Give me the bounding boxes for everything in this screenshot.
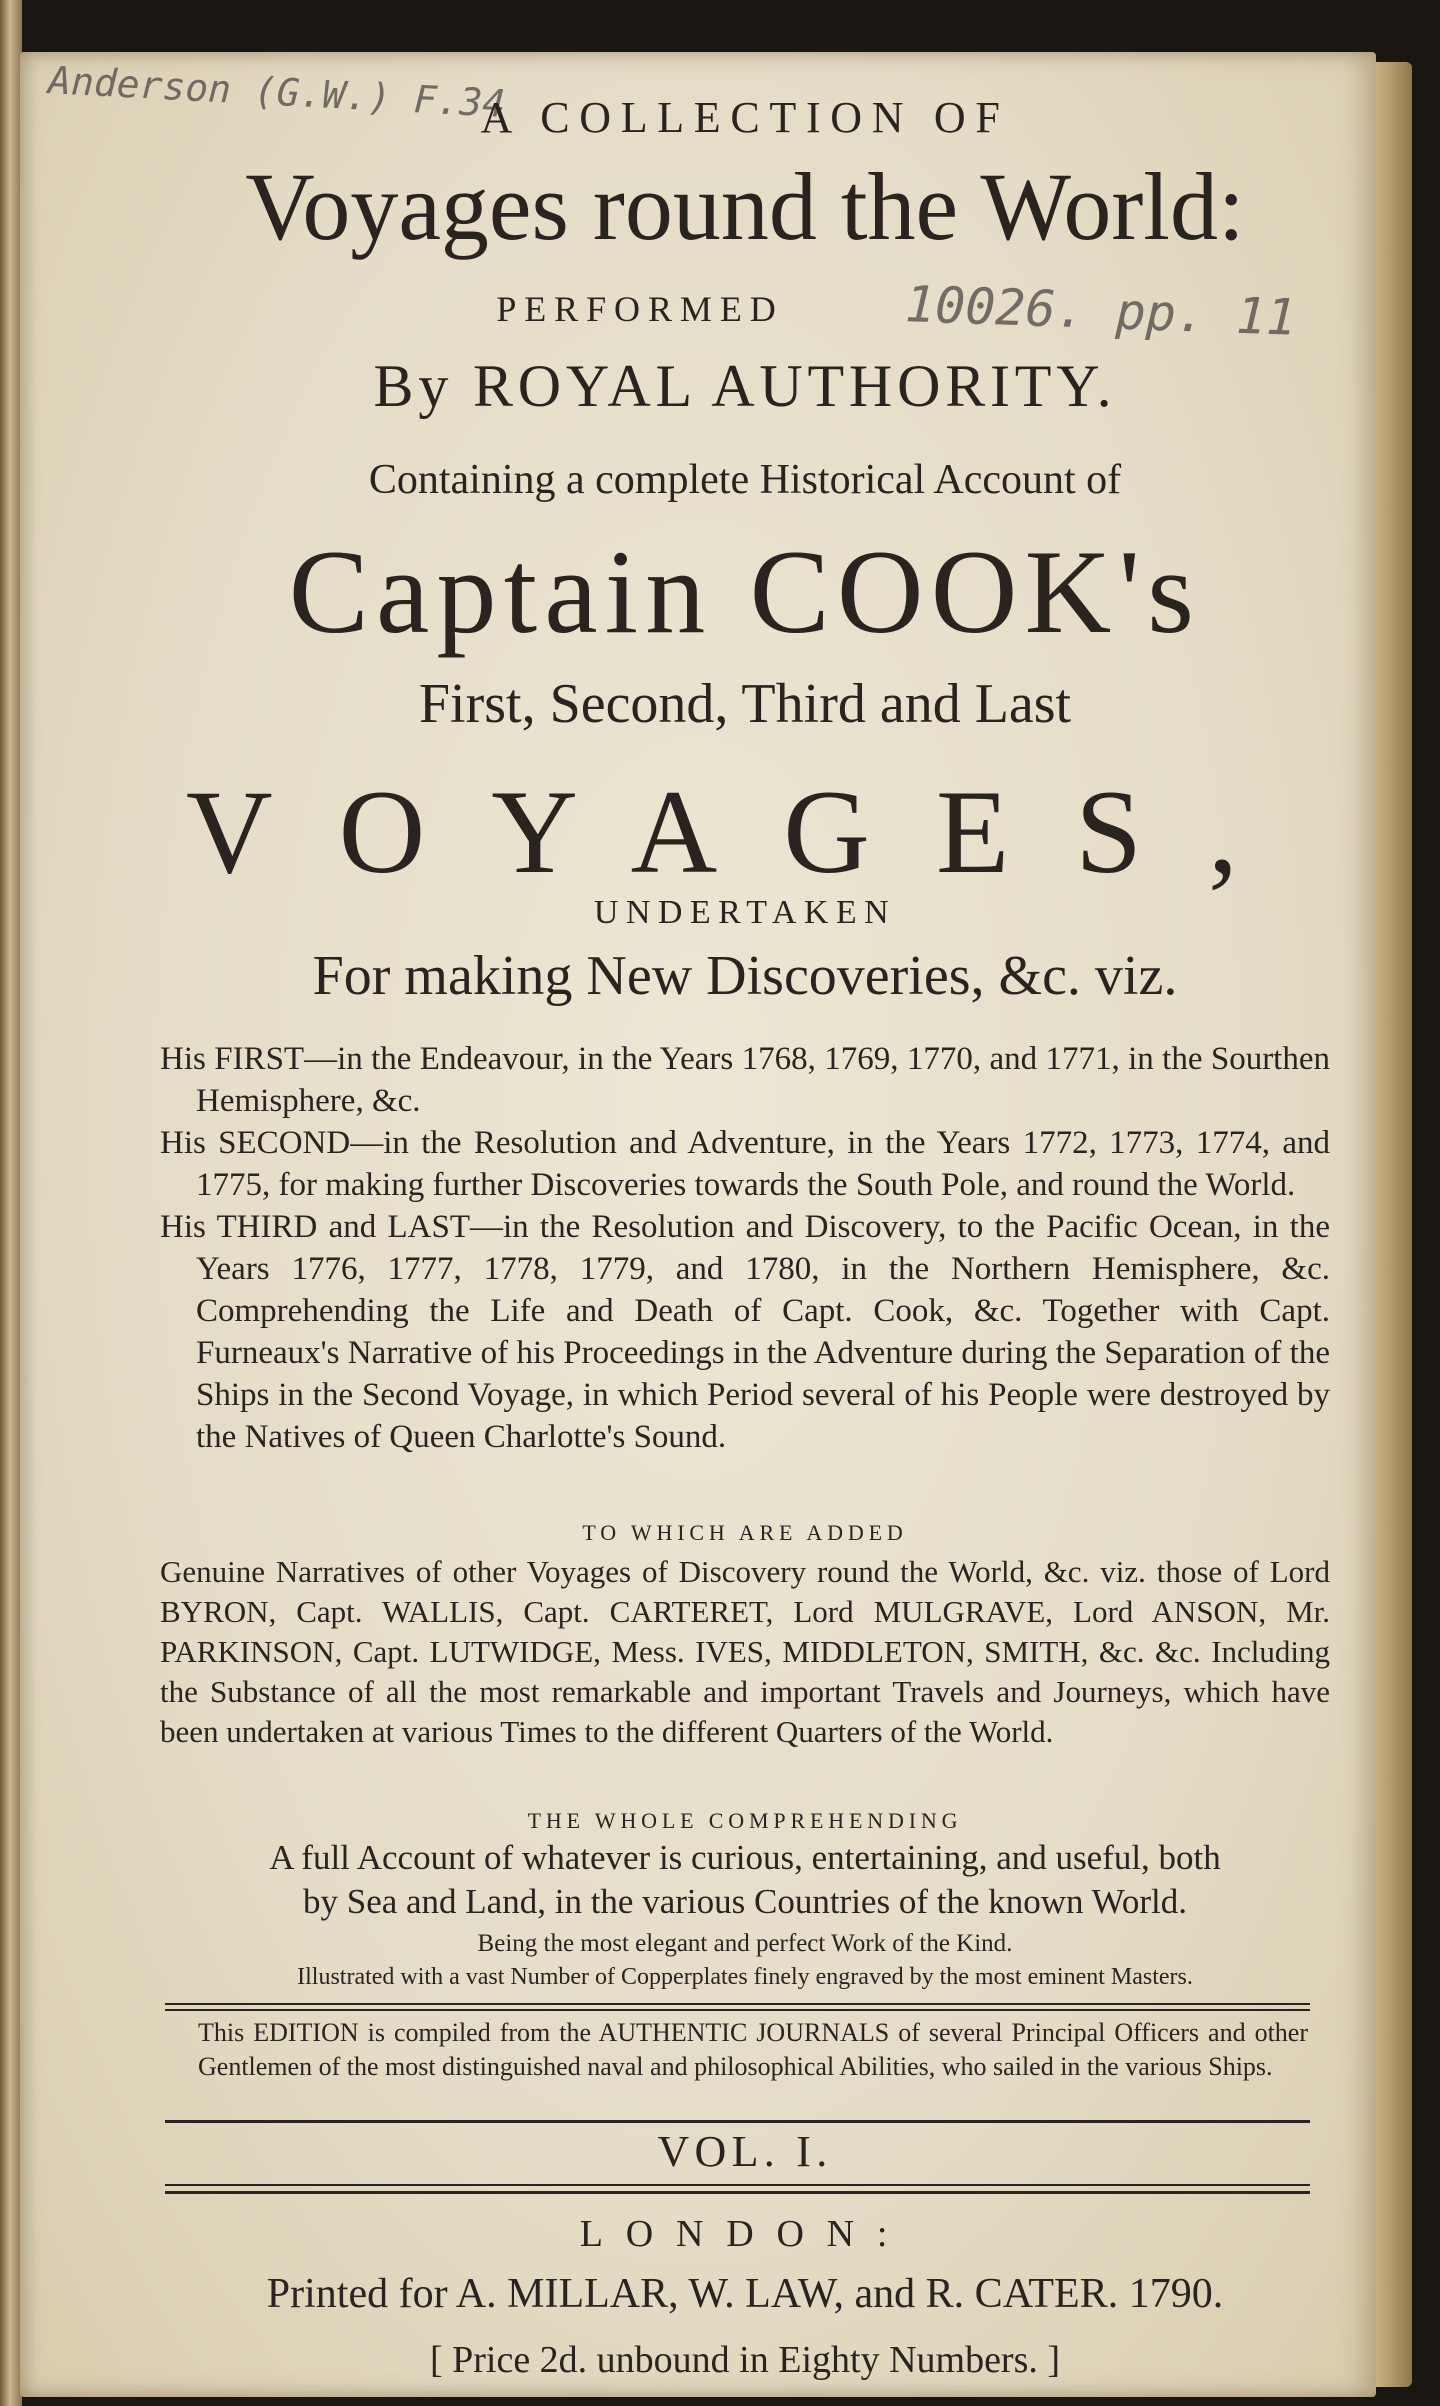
- volume-label: VOL. I.: [657, 2127, 833, 2176]
- whole-line-4: Illustrated with a vast Number of Copperplates finely engraved by the most eminent Masters.: [297, 1964, 1193, 1990]
- royal-authority: By ROYAL AUTHORITY.: [373, 353, 1117, 419]
- book-spine: [0, 0, 22, 2406]
- rule-low: [165, 2184, 1310, 2186]
- rule-top: [165, 2003, 1310, 2005]
- title-page: [20, 52, 1376, 2397]
- whole-line-1: A full Account of whatever is curious, entertaining, and useful, both: [269, 1838, 1221, 1877]
- printers-line: Printed for A. MILLAR, W. LAW, and R. CATER. 1790.: [266, 2271, 1224, 2317]
- rule-mid: [165, 2120, 1310, 2123]
- city-label: LONDON:: [579, 2213, 911, 2255]
- edition-note: This EDITION is compiled from the AUTHENTIC JOURNALS of several Principal Officers and other Gentlemen of the most distinguished naval and philosophical Abilities, who sailed in the various Ships.: [198, 2018, 1308, 2081]
- first-voyage: His FIRST—in the Endeavour, in the Years 1768, 1769, 1770, and 1771, in the Sourthen Hemisphere, &c.: [160, 1041, 1330, 1119]
- voyages-large: VOYAGES,: [185, 765, 1305, 898]
- captain-cook-title: Captain COOK's: [288, 525, 1202, 658]
- rule-low-2: [165, 2191, 1310, 2194]
- rule-top-2: [165, 2009, 1310, 2011]
- undertaken-line: UNDERTAKEN: [593, 894, 897, 931]
- purpose-line: For making New Discoveries, &c. viz.: [312, 945, 1178, 1007]
- second-voyage: His SECOND—in the Resolution and Adventure, in the Years 1772, 1773, 1774, and 1775, for making further Discoveries towards the South Pole, and round the World.: [160, 1125, 1330, 1203]
- performed-line: PERFORMED: [496, 289, 784, 329]
- page-edge: [1372, 62, 1412, 2387]
- added-narratives: Genuine Narratives of other Voyages of Discovery round the World, &c. viz. those of Lord BYRON, Capt. WALLIS, Capt. CARTERET, Lord MULGRAVE, Lord ANSON, Mr. PARKINSON, Capt. LUTWIDGE, Mess. IVES, MIDDLETON, SMITH, &c. &c. Including the Substance of all the most remarkable and important Travels and Journeys, which have been undertaken at various Times to the different Quarters of the World.: [160, 1554, 1330, 1749]
- handwritten-shelfmark: 10026. pp. 11: [904, 275, 1298, 347]
- whole-line-3: Being the most elegant and perfect Work of the Kind.: [477, 1930, 1013, 1957]
- added-heading: TO WHICH ARE ADDED: [582, 1520, 908, 1545]
- handwritten-author-note: Anderson (G.W.) F.34: [47, 58, 507, 126]
- third-voyage: His THIRD and LAST—in the Resolution and Discovery, to the Pacific Ocean, in the Years 1776, 1777, 1778, 1779, and 1780, in the Northern Hemisphere, &c. Comprehending the Life and Death of Capt. Cook, &c. Together with Capt. Furneaux's Narrative of his Proceedings in the Adventure during the Separation of the Ships in the Second Voyage, in which Period several of his People were destroyed by the Natives of Queen Charlotte's Sound.: [160, 1209, 1330, 1455]
- collection-heading: A COLLECTION OF: [480, 93, 1010, 142]
- voyage-list: [160, 1038, 1330, 1458]
- voyages-subline: First, Second, Third and Last: [418, 673, 1072, 735]
- main-title: Voyages round the World:: [245, 153, 1245, 260]
- whole-line-2: by Sea and Land, in the various Countries of the known World.: [302, 1882, 1188, 1921]
- containing-line: Containing a complete Historical Account of: [368, 457, 1122, 503]
- whole-heading: THE WHOLE COMPREHENDING: [527, 1808, 963, 1833]
- price-line: [ Price 2d. unbound in Eighty Numbers. ]: [429, 2339, 1061, 2381]
